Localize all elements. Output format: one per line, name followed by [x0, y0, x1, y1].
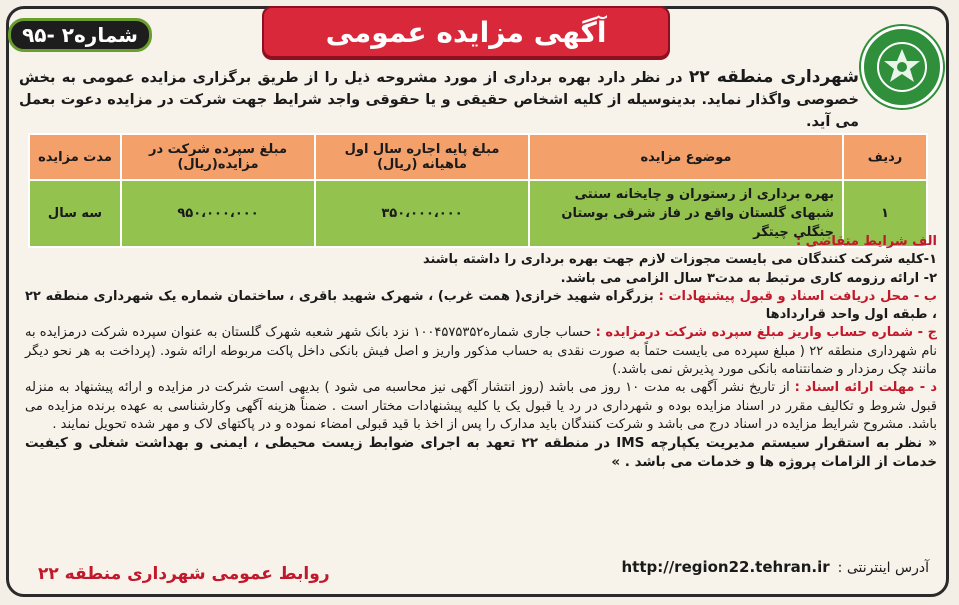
footer-web-label: آدرس اینترنتی :	[837, 560, 929, 576]
ad-number-badge	[8, 18, 152, 52]
ims-notice: « نظر به استقرار سیستم مدیریت یکپارچه IMS در منطقه ۲۲ تعهد به اجرای ضوابط زیست محیطی ، ایمنی و بهداشت شغلی و کیفیت خدمات از الزامات پروژه ها و خدمات می باشد . »	[25, 435, 937, 470]
header-row-number: ردیف	[843, 134, 927, 180]
section-d-heading: د - مهلت ارائه اسناد :	[794, 380, 938, 396]
section-c-heading: ج - شماره حساب واریز مبلغ سپرده شرکت درمزایده :	[595, 325, 938, 341]
footer-url-link[interactable]: http://region22.tehran.ir	[621, 558, 830, 576]
footer-public-relations: روابط عمومی شهرداری منطقه ۲۲	[38, 564, 330, 584]
section-b	[25, 288, 937, 325]
cell-subject: بهره برداری از رستوران و چایخانه سنتی شبهای گلستان واقع در فاز شرقی بوستان جنگلی چیتگر	[529, 180, 843, 247]
intro-org: شهرداری منطقه ۲۲	[688, 67, 859, 87]
section-c-text: حساب جاری شماره۱۰۰۴۵۷۵۳۵۲ نزد بانک شهر شعبه شهرک گلستان به عنوان سپرده شرکت درمزایده به نام شهرداری منطقه ۲۲ ( مبلغ سپرده می بایست حتماً به صورت نقدی به حساب مذکور واریز و اصل فیش بانکی داخل پاکت مربوطه ارائه شود. (پرداخت به هر نحو دیگر مانند چک رمزدار و ضمانتنامه بانکی مورد پذیرش نمی باشد.)	[25, 325, 937, 378]
conditions-sections	[25, 233, 937, 471]
ad-number: شماره۲ -۹۵	[22, 23, 138, 47]
municipality-logo-icon	[861, 26, 943, 108]
section-a-heading: الف شرایط متقاضی :	[795, 234, 937, 249]
header-deposit: مبلغ سپرده شرکت در مزایده(ریال)	[121, 134, 315, 180]
cell-row-number: ۱	[843, 180, 927, 247]
header-duration: مدت مزایده	[29, 134, 121, 180]
header-subject: موضوع مزایده	[529, 134, 843, 180]
cell-deposit: ۹۵۰،۰۰۰،۰۰۰	[121, 180, 315, 247]
intro-paragraph	[19, 66, 859, 133]
section-a-item-1: ۱-کلیه شرکت کنندگان می بایست مجوزات لازم جهت بهره برداری را داشته باشند	[422, 252, 937, 268]
footer-website	[621, 558, 929, 576]
section-d-text: از تاریخ نشر آگهی به مدت ۱۰ روز می باشد (روز انتشار آگهی نیز محاسبه می شود ) بدیهی است شرکت در مزایده و ارائه پیشنهاد به منزله قبول شروط و تکالیف مقرر در اسناد مزایده بوده و شهرداری در رد یا قبول یک یا کلیه پیشنهادات مختار است . ضمناً هزینه آگهی وکارشناسی به عهده برنده مزایده می باشد. مشروح شرایط مزایده در اسناد درج می باشد و شرکت کنندگان باید مدارک را پس از اخذ با قید قبولی امضاء نموده و در پاکتهای لاک و مهر شده تحویل نمایند .	[25, 380, 937, 432]
cell-duration: سه سال	[29, 180, 121, 247]
auction-table	[28, 133, 928, 248]
table-header-row	[29, 134, 927, 180]
section-b-heading: ب - محل دریافت اسناد و قبول پیشنهادات :	[658, 288, 937, 304]
intro-text: در نظر دارد بهره برداری از مورد مشروحه ذیل را از طریق برگزاری مزایده عمومی به بخش خصوصی واگذار نماید. بدینوسیله از کلیه اشخاص حقیقی و یا حقوقی واجد شرایط جهت شرکت در مزایده دعوت بعمل می آید.	[19, 70, 859, 130]
header-base-rent: مبلغ پایه اجاره سال اول ماهیانه (ریال)	[315, 134, 529, 180]
ad-title-banner	[262, 6, 670, 58]
section-d	[25, 379, 937, 434]
section-b-text: بزرگراه شهید خرازی( همت غرب) ، شهرک شهید باقری ، ساختمان شماره یک شهرداری منطقه ۲۲ ، طبقه اول واحد قراردادها	[25, 288, 937, 323]
section-a-item-2: ۲- ارائه رزومه کاری مرتبط به مدت۳ سال الزامی می باشد.	[560, 270, 937, 286]
cell-base-rent: ۳۵۰،۰۰۰،۰۰۰	[315, 180, 529, 247]
ad-title: آگهی مزایده عمومی	[325, 15, 607, 49]
section-c	[25, 324, 937, 379]
